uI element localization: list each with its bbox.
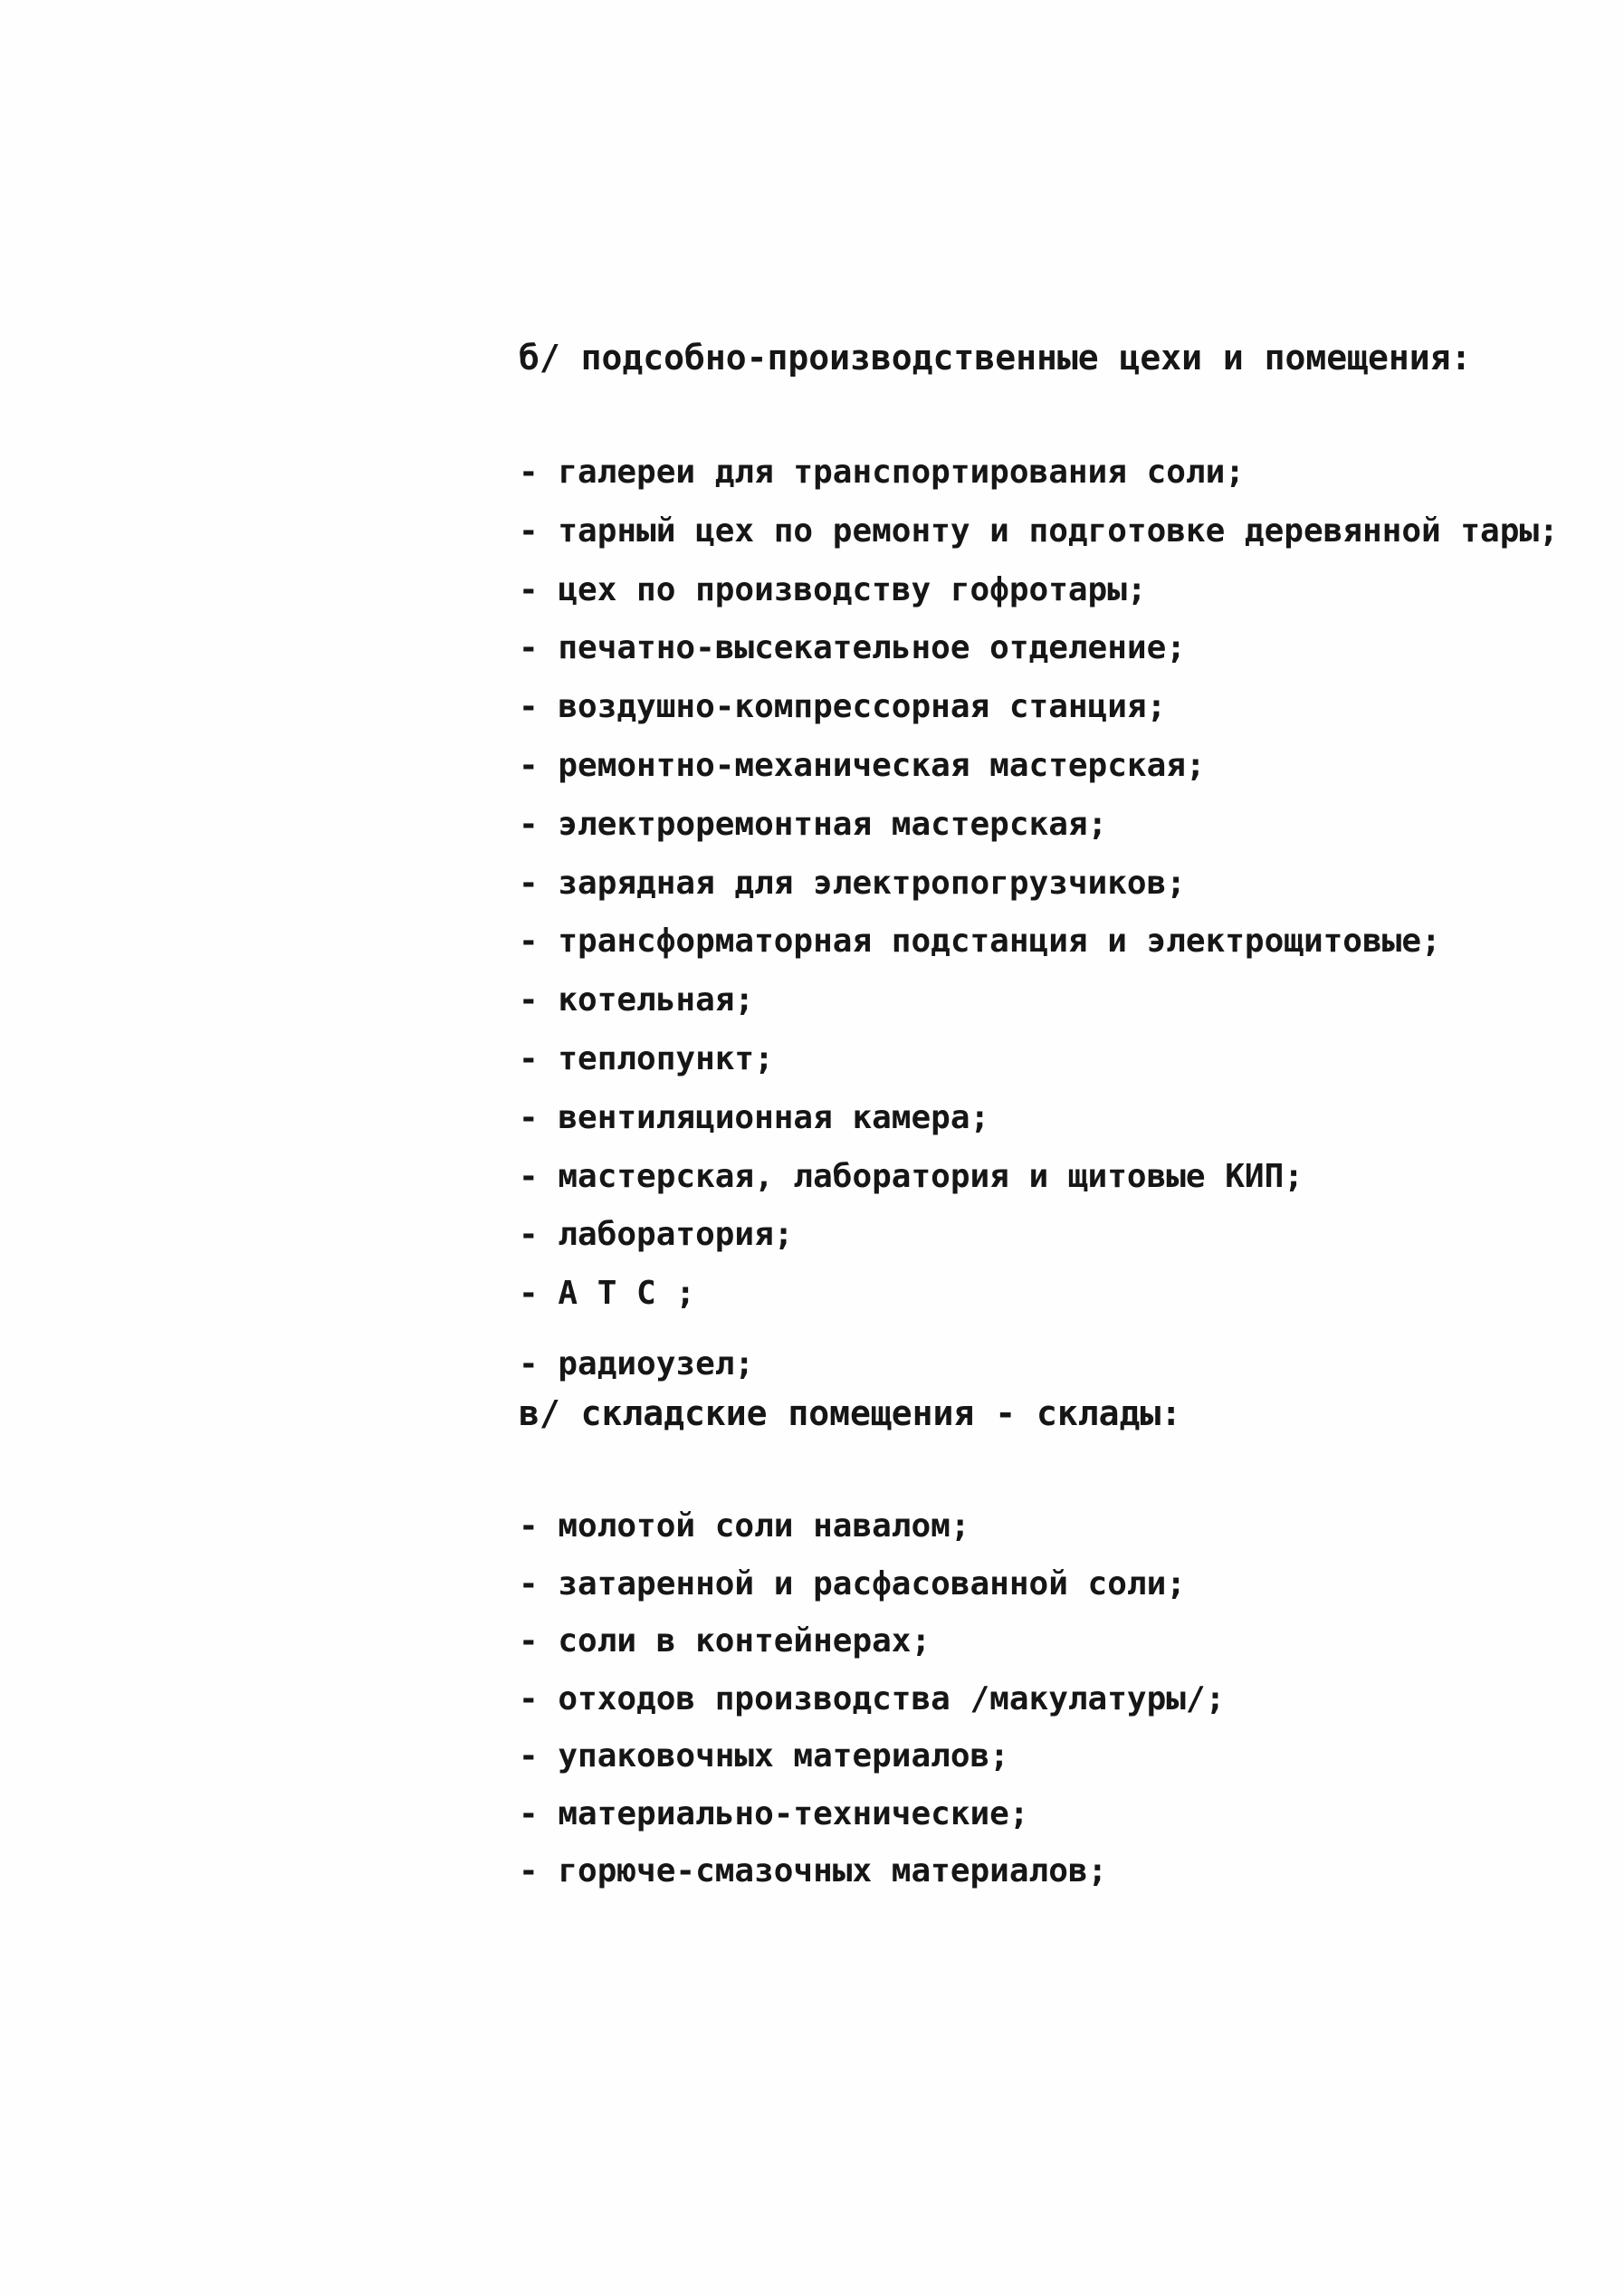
section-storage [519, 1392, 1569, 1900]
list-item: - галереи для транспортирования соли; [519, 454, 1245, 491]
warehouse-list [519, 1497, 1569, 1900]
section-auxiliary-workshops [519, 337, 1569, 1394]
list-item: - ремонтно-механическая мастерская; [519, 746, 1206, 784]
section-heading: в/ складские помещения - склады: [519, 1393, 1182, 1433]
list-item: - лаборатория; [519, 1216, 794, 1254]
list-item: - молотой соли навалом; [519, 1507, 970, 1545]
list-item: - А Т С ; [519, 1275, 696, 1313]
list-item: - материально-технические; [519, 1794, 1029, 1832]
list-item: - радиоузел; [519, 1345, 755, 1383]
list-item: - цех по производству гофротары; [519, 570, 1147, 608]
list-item: - печатно-высекательное отделение; [519, 629, 1186, 667]
list-item: - электроремонтная мастерская; [519, 805, 1108, 843]
list-item: - вентиляционная камера; [519, 1098, 990, 1136]
list-item: - воздушно-компрессорная станция; [519, 688, 1167, 726]
list-item: - затаренной и расфасованной соли; [519, 1564, 1186, 1602]
list-item: - трансформаторная подстанция и электрощитовые; [519, 923, 1441, 961]
list-item: - отходов производства /макулатуры/; [519, 1679, 1226, 1717]
list-item: - горюче-смазочных материалов; [519, 1852, 1108, 1889]
list-item: - упаковочных материалов; [519, 1737, 1009, 1775]
section-heading: б/ подсобно-производственные цехи и помещения: [519, 338, 1472, 378]
list-item: - теплопункт; [519, 1039, 774, 1077]
workshop-list [519, 444, 1569, 1394]
list-item: - мастерская, лаборатория и щитовые КИП; [519, 1157, 1304, 1195]
list-item: - зарядная для электропогрузчиков; [519, 864, 1186, 902]
list-item: - котельная; [519, 981, 755, 1019]
list-item: - тарный цех по ремонту и подготовке деревянной тары; [519, 512, 1559, 550]
list-item: - соли в контейнерах; [519, 1622, 931, 1660]
